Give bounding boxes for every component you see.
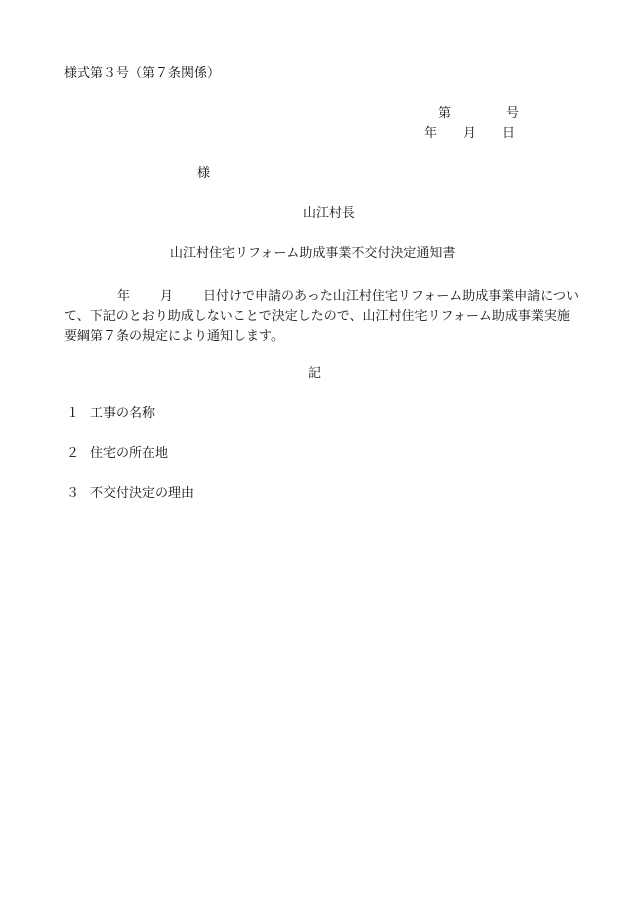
number-prefix: 第 [438,106,452,121]
item-number: ２ [66,446,80,461]
body-month: 月 [160,289,174,304]
document-date-line [424,127,515,140]
list-item [66,487,194,500]
issuer-name: 山江村長 [303,206,356,221]
list-item [66,447,168,460]
body-paragraph [64,287,579,347]
item-label: 住宅の所在地 [90,446,169,461]
list-item [66,407,155,420]
body-year: 年 [117,289,131,304]
item-number: １ [66,406,80,421]
date-day: 日 [502,126,516,141]
document-number-line [438,107,519,120]
item-label: 不交付決定の理由 [90,486,195,501]
item-label: 工事の名称 [90,406,156,421]
ki-heading: 記 [308,366,322,381]
date-year: 年 [424,126,438,141]
date-month: 月 [463,126,477,141]
document-title: 山江村住宅リフォーム助成事業不交付決定通知書 [170,246,456,261]
item-number: ３ [66,486,80,501]
addressee-suffix: 様 [197,166,211,181]
body-text: 日付けで申請のあった山江村住宅リフォーム助成事業申請について、下記のとおり助成しないことで決定したので、山江村住宅リフォーム助成事業実施要綱第７条の規定により通知します。 [64,289,579,344]
number-suffix: 号 [506,106,520,121]
form-label: 様式第３号（第７条関係） [64,66,221,81]
